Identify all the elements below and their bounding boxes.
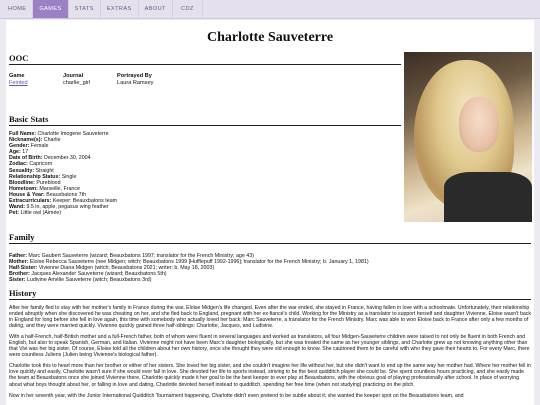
stat-key: Nickname(s):	[9, 137, 43, 144]
journal-value: charlie_girl	[63, 80, 91, 86]
ooc-portrayed-header: Portrayed By	[117, 73, 152, 79]
family-section	[9, 232, 531, 283]
stat-value: Single	[60, 173, 77, 180]
photo-shirt	[444, 172, 532, 222]
stat-value: Charlotte Imogene Sauveterre	[36, 131, 109, 137]
family-value: Marc Gaubert Sauveterre (wizard; Beauxbatons 1997; translator for the French Ministry; age 43)	[26, 253, 254, 259]
stat-value: Keeper: Beauxbatons team	[51, 198, 118, 205]
family-key: Father:	[9, 253, 27, 259]
family-row	[9, 277, 531, 283]
stat-value: Charlie	[42, 137, 61, 144]
page-title: Charlotte Sauveterre	[206, 30, 334, 45]
ooc-heading: OOC	[9, 53, 401, 65]
family-value: Ludivine Amélie Sauveterre (witch; Beauxbatons 3rd)	[25, 277, 152, 284]
stat-value: Beauxbatons 7th	[44, 191, 87, 198]
top-nav	[0, 0, 540, 19]
stat-value: Female	[29, 143, 49, 150]
family-heading: Family	[9, 232, 531, 244]
stat-value: 17	[20, 149, 29, 156]
stat-value: Straight	[34, 167, 54, 174]
stat-value: Pureblood	[34, 179, 61, 186]
ooc-journal-header: Journal	[63, 73, 84, 79]
game-link[interactable]: Feinted	[9, 80, 28, 86]
basic-stats-section	[9, 114, 401, 216]
stat-row	[9, 210, 401, 216]
stat-key: Wand:	[9, 204, 25, 211]
profile-page	[6, 20, 534, 405]
stat-key: House & Year:	[9, 191, 45, 198]
family-key: Brother:	[9, 271, 30, 278]
stat-key: Sexuality:	[9, 167, 35, 174]
character-photo	[404, 52, 532, 222]
stat-key: Zodiac:	[9, 161, 28, 168]
stat-key: Extracurriculars:	[9, 198, 52, 205]
nav-games[interactable]: GAMES	[33, 0, 68, 18]
ooc-table	[9, 73, 401, 87]
history-paragraph: With a half-French, half-British mother and a full-French father, both of whom were fluent in several languages and worked as translators, all four Midgen-Sauveterre children were raised to not only be fluent in both French and English, but also to speak Spanish, German, and Italian. Vivienne might not have been Marc's daughter biologically, but she was treated the same as her younger siblings, and Charlotte grew up not knowing anything other than that Vivi was her big sister. Of course, Eloise told all the children about her own history, once she thought they were old enough to know. She cautioned them to be careful with who they gave their hearts to. For every Marc, there were countless Juliens (Julien being Vivienne's biological father).	[9, 334, 530, 359]
history-paragraph: After her family fled to stay with her mother's family in France during the war, Eloise Midgen's life changed. Even after the war ended, she stayed in France, having fallen in love with a schoolmate. Unfortunately, their relationship ended abruptly when she discovered he was cheating on her, and she fled back to England, pregnant with her ex-fiancé's child. Working for the Ministry as a translator to support herself and daughter Vivienne, Eloise wasn't back in England for long before she fell in love again, this time with somebody who actually loved her back: Marc Sauveterre, a translator for the French Ministry. Marc was able to woo Eloise back to France after only a few months of dating, and they were married quickly. Vivienne quickly gained three half-siblings: Charlotte, Jacques, and Ludivine.	[9, 305, 531, 330]
history-section	[9, 288, 531, 399]
stat-key: Relationship Status:	[9, 173, 61, 180]
stat-key: Pet:	[9, 210, 20, 217]
family-list	[9, 253, 531, 283]
nav-about[interactable]: ABOUT	[139, 0, 173, 18]
ooc-section	[9, 53, 401, 87]
family-value: Eloise Rebecca Sauveterre (nee Midgen; witch; Beauxbatons 1999 [Hufflepuff 1992-1996]; translator for the French Ministry; b. January 1, 1981)	[28, 259, 369, 266]
stat-value: 9.5 in, apple, pegasus wing feather	[24, 204, 109, 211]
history-heading: History	[9, 288, 531, 300]
basic-stats-heading: Basic Stats	[9, 114, 401, 126]
stat-key: Age:	[9, 149, 21, 156]
history-paragraph: Now in her seventh year, with the Junior International Quidditch Tournament happening, Charlotte didn't even pretend to be subtle about it; she wanted the keeper spot on the Beauxbatons team, and	[9, 392, 464, 399]
stat-key: Full Name:	[9, 131, 37, 137]
portrayed-value: Laura Ramsey	[117, 80, 154, 86]
stat-value: Little owl (Aimée)	[19, 210, 62, 217]
history-paragraph: Charlotte took this to heart more than her brother or either of her sisters. She loved her big sister, and she couldn't imagine her life without her, but she didn't want to end up the same way her mother had. Where her mother fell in love quickly and easily, Charlotte wasn't sure if she would ever fall in love. She devoted her life to sports instead, striving to be the best quidditch player she could be. She spent countless hours practicing, and she easily made the team at Beauxbatons once she joined Vivienne there. Charlotte quickly made it her goal to be the best keeper to ever play at Beauxbatons, with the obvious goal of playing professionally after school. In place of worrying about what boys thought about her, or falling in love and dating, Charlotte devoted herself instead to quidditch, spending her free time (when not studying) practicing on the pitch.	[9, 363, 531, 388]
basic-stats-list	[9, 131, 401, 216]
stat-value: Marseille, France	[37, 185, 80, 192]
nav-extras[interactable]: EXTRAS	[101, 0, 139, 18]
ooc-game-column	[9, 73, 63, 87]
family-value: Jacques Alexander Sauveterre (wizard; Beauxbatons 5th)	[29, 271, 167, 278]
stat-key: Date of Birth:	[9, 155, 43, 162]
family-key: Mother:	[9, 259, 29, 266]
ooc-game-header: Game	[9, 73, 25, 79]
nav-cdz[interactable]: CDZ	[173, 0, 203, 18]
ooc-portrayed-column	[117, 73, 179, 87]
stat-key: Bloodline:	[9, 179, 35, 186]
photo-face	[459, 97, 499, 152]
stat-value: Capricorn	[27, 161, 53, 168]
family-value: Vivienne Diana Midgen (witch; Beauxbatons 2021; writer; b. May 18, 2003)	[37, 265, 215, 272]
stat-key: Gender:	[9, 143, 30, 150]
stat-value: December 30, 2004	[42, 155, 91, 162]
stat-key: Hometown:	[9, 185, 38, 192]
family-key: Half-Sister:	[9, 265, 38, 272]
family-key: Sister:	[9, 277, 26, 284]
nav-stats[interactable]: STATS	[69, 0, 101, 18]
nav-home[interactable]: HOME	[2, 0, 33, 18]
ooc-journal-column	[63, 73, 117, 87]
